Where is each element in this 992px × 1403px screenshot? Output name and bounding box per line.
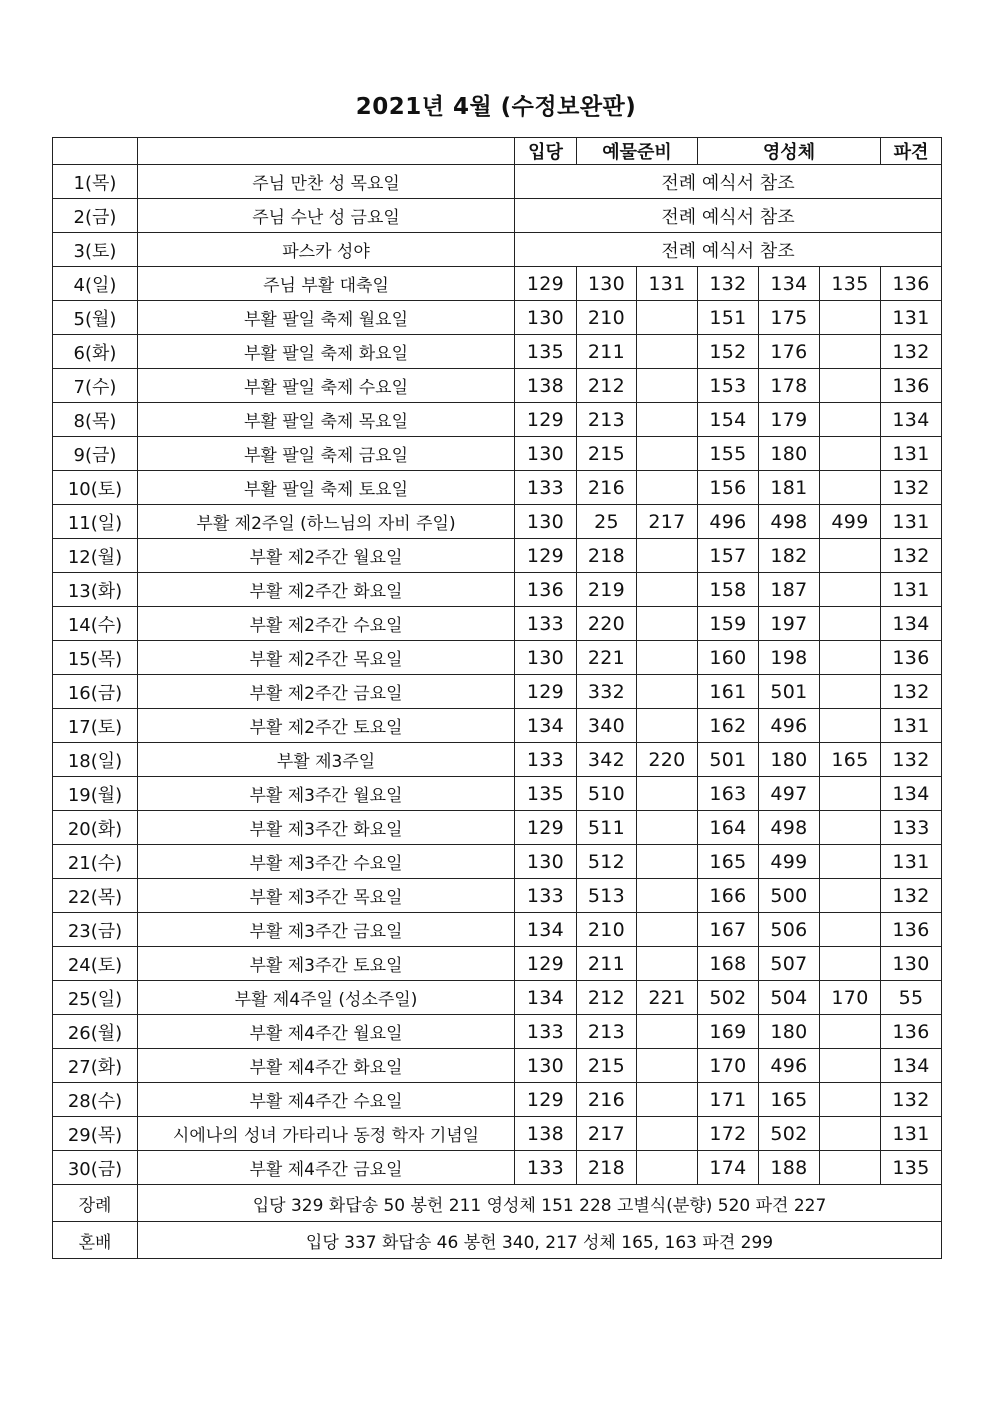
communion-cell-2: 187 xyxy=(759,573,820,607)
header-entrance: 입당 xyxy=(515,138,577,165)
communion-cell-1: 167 xyxy=(698,913,759,947)
offertory-cell-2 xyxy=(637,1151,698,1185)
recessional-cell: 136 xyxy=(881,267,942,301)
communion-cell-3 xyxy=(820,471,881,505)
footer-row xyxy=(53,1222,942,1259)
day-cell: 18(일) xyxy=(53,743,138,777)
entrance-cell: 129 xyxy=(515,1083,577,1117)
communion-cell-3 xyxy=(820,641,881,675)
liturgy-reference-cell: 전례 예식서 참조 xyxy=(515,199,942,233)
entrance-cell: 130 xyxy=(515,1049,577,1083)
offertory-cell-1: 340 xyxy=(577,709,637,743)
communion-cell-1: 161 xyxy=(698,675,759,709)
entrance-cell: 134 xyxy=(515,913,577,947)
communion-cell-3 xyxy=(820,1151,881,1185)
celebration-name-cell: 부활 제3주간 화요일 xyxy=(138,811,515,845)
table-row xyxy=(53,539,942,573)
celebration-name-cell: 부활 제4주간 수요일 xyxy=(138,1083,515,1117)
entrance-cell: 134 xyxy=(515,709,577,743)
day-cell: 4(일) xyxy=(53,267,138,301)
offertory-cell-2 xyxy=(637,471,698,505)
recessional-cell: 132 xyxy=(881,879,942,913)
day-cell: 13(화) xyxy=(53,573,138,607)
table-row xyxy=(53,675,942,709)
table-row xyxy=(53,437,942,471)
day-cell: 14(수) xyxy=(53,607,138,641)
communion-cell-2: 181 xyxy=(759,471,820,505)
offertory-cell-2 xyxy=(637,777,698,811)
communion-cell-1: 155 xyxy=(698,437,759,471)
communion-cell-3 xyxy=(820,709,881,743)
offertory-cell-1: 210 xyxy=(577,913,637,947)
footer-text-cell: 입당 337 화답송 46 봉헌 340, 217 성체 165, 163 파견 299 xyxy=(138,1222,942,1259)
communion-cell-3 xyxy=(820,845,881,879)
communion-cell-1: 163 xyxy=(698,777,759,811)
table-row xyxy=(53,1117,942,1151)
entrance-cell: 133 xyxy=(515,1015,577,1049)
entrance-cell: 129 xyxy=(515,947,577,981)
offertory-cell-2 xyxy=(637,811,698,845)
communion-cell-3 xyxy=(820,301,881,335)
communion-cell-3 xyxy=(820,607,881,641)
communion-cell-2: 500 xyxy=(759,879,820,913)
recessional-cell: 131 xyxy=(881,573,942,607)
communion-cell-3 xyxy=(820,403,881,437)
offertory-cell-1: 216 xyxy=(577,1083,637,1117)
offertory-cell-1: 211 xyxy=(577,335,637,369)
entrance-cell: 130 xyxy=(515,641,577,675)
communion-cell-3 xyxy=(820,573,881,607)
communion-cell-3 xyxy=(820,811,881,845)
recessional-cell: 136 xyxy=(881,1015,942,1049)
offertory-cell-1: 215 xyxy=(577,437,637,471)
offertory-cell-1: 211 xyxy=(577,947,637,981)
footer-text-cell: 입당 329 화답송 50 봉헌 211 영성체 151 228 고별식(분향) 520 파견 227 xyxy=(138,1185,942,1222)
communion-cell-3 xyxy=(820,913,881,947)
communion-cell-2: 498 xyxy=(759,505,820,539)
communion-cell-3 xyxy=(820,539,881,573)
footer-label-cell: 혼배 xyxy=(53,1222,138,1259)
header-offertory: 예물준비 xyxy=(577,138,698,165)
day-cell: 25(일) xyxy=(53,981,138,1015)
communion-cell-1: 174 xyxy=(698,1151,759,1185)
communion-cell-2: 499 xyxy=(759,845,820,879)
day-cell: 16(금) xyxy=(53,675,138,709)
day-cell: 11(일) xyxy=(53,505,138,539)
table-row xyxy=(53,879,942,913)
day-cell: 26(월) xyxy=(53,1015,138,1049)
offertory-cell-1: 332 xyxy=(577,675,637,709)
communion-cell-1: 165 xyxy=(698,845,759,879)
entrance-cell: 129 xyxy=(515,675,577,709)
table-row xyxy=(53,233,942,267)
offertory-cell-2 xyxy=(637,675,698,709)
entrance-cell: 129 xyxy=(515,539,577,573)
communion-cell-1: 502 xyxy=(698,981,759,1015)
offertory-cell-1: 212 xyxy=(577,369,637,403)
communion-cell-2: 507 xyxy=(759,947,820,981)
communion-cell-2: 198 xyxy=(759,641,820,675)
entrance-cell: 133 xyxy=(515,1151,577,1185)
communion-cell-1: 158 xyxy=(698,573,759,607)
table-row xyxy=(53,267,942,301)
offertory-cell-1: 210 xyxy=(577,301,637,335)
recessional-cell: 131 xyxy=(881,505,942,539)
communion-cell-3 xyxy=(820,1083,881,1117)
table-row xyxy=(53,199,942,233)
celebration-name-cell: 부활 제3주간 수요일 xyxy=(138,845,515,879)
hymn-schedule-table xyxy=(52,137,942,1259)
communion-cell-2: 179 xyxy=(759,403,820,437)
offertory-cell-2 xyxy=(637,947,698,981)
table-row xyxy=(53,1015,942,1049)
offertory-cell-1: 215 xyxy=(577,1049,637,1083)
entrance-cell: 133 xyxy=(515,879,577,913)
recessional-cell: 133 xyxy=(881,811,942,845)
day-cell: 6(화) xyxy=(53,335,138,369)
entrance-cell: 130 xyxy=(515,845,577,879)
offertory-cell-1: 512 xyxy=(577,845,637,879)
header-recessional: 파견 xyxy=(881,138,942,165)
communion-cell-2: 496 xyxy=(759,709,820,743)
offertory-cell-1: 213 xyxy=(577,403,637,437)
celebration-name-cell: 시에나의 성녀 가타리나 동정 학자 기념일 xyxy=(138,1117,515,1151)
day-cell: 5(월) xyxy=(53,301,138,335)
communion-cell-1: 168 xyxy=(698,947,759,981)
communion-cell-3: 165 xyxy=(820,743,881,777)
offertory-cell-2 xyxy=(637,1117,698,1151)
communion-cell-1: 496 xyxy=(698,505,759,539)
celebration-name-cell: 주님 수난 성 금요일 xyxy=(138,199,515,233)
communion-cell-2: 134 xyxy=(759,267,820,301)
header-name xyxy=(138,138,515,165)
recessional-cell: 132 xyxy=(881,1083,942,1117)
entrance-cell: 129 xyxy=(515,403,577,437)
table-row xyxy=(53,301,942,335)
offertory-cell-1: 342 xyxy=(577,743,637,777)
communion-cell-2: 175 xyxy=(759,301,820,335)
celebration-name-cell: 부활 제3주일 xyxy=(138,743,515,777)
communion-cell-2: 502 xyxy=(759,1117,820,1151)
communion-cell-3: 135 xyxy=(820,267,881,301)
communion-cell-3: 499 xyxy=(820,505,881,539)
day-cell: 9(금) xyxy=(53,437,138,471)
day-cell: 12(월) xyxy=(53,539,138,573)
celebration-name-cell: 부활 제2주간 토요일 xyxy=(138,709,515,743)
day-cell: 2(금) xyxy=(53,199,138,233)
celebration-name-cell: 부활 제3주간 목요일 xyxy=(138,879,515,913)
table-row xyxy=(53,845,942,879)
communion-cell-1: 501 xyxy=(698,743,759,777)
communion-cell-3 xyxy=(820,947,881,981)
table-footer xyxy=(53,1185,942,1259)
communion-cell-3 xyxy=(820,777,881,811)
communion-cell-2: 497 xyxy=(759,777,820,811)
footer-label-cell: 장례 xyxy=(53,1185,138,1222)
entrance-cell: 133 xyxy=(515,607,577,641)
offertory-cell-2 xyxy=(637,845,698,879)
table-row xyxy=(53,981,942,1015)
recessional-cell: 131 xyxy=(881,437,942,471)
entrance-cell: 133 xyxy=(515,471,577,505)
table-row xyxy=(53,607,942,641)
communion-cell-2: 180 xyxy=(759,437,820,471)
celebration-name-cell: 부활 팔일 축제 금요일 xyxy=(138,437,515,471)
celebration-name-cell: 부활 팔일 축제 월요일 xyxy=(138,301,515,335)
communion-cell-1: 164 xyxy=(698,811,759,845)
entrance-cell: 136 xyxy=(515,573,577,607)
communion-cell-2: 180 xyxy=(759,1015,820,1049)
table-row xyxy=(53,709,942,743)
communion-cell-3 xyxy=(820,369,881,403)
day-cell: 20(화) xyxy=(53,811,138,845)
recessional-cell: 132 xyxy=(881,743,942,777)
celebration-name-cell: 부활 제4주간 월요일 xyxy=(138,1015,515,1049)
day-cell: 22(목) xyxy=(53,879,138,913)
offertory-cell-2 xyxy=(637,879,698,913)
celebration-name-cell: 부활 제2주간 수요일 xyxy=(138,607,515,641)
communion-cell-3 xyxy=(820,1117,881,1151)
communion-cell-2: 496 xyxy=(759,1049,820,1083)
celebration-name-cell: 부활 팔일 축제 토요일 xyxy=(138,471,515,505)
recessional-cell: 134 xyxy=(881,403,942,437)
recessional-cell: 131 xyxy=(881,709,942,743)
offertory-cell-1: 25 xyxy=(577,505,637,539)
entrance-cell: 134 xyxy=(515,981,577,1015)
communion-cell-2: 498 xyxy=(759,811,820,845)
celebration-name-cell: 파스카 성야 xyxy=(138,233,515,267)
entrance-cell: 138 xyxy=(515,369,577,403)
offertory-cell-1: 213 xyxy=(577,1015,637,1049)
offertory-cell-2 xyxy=(637,1083,698,1117)
offertory-cell-1: 130 xyxy=(577,267,637,301)
offertory-cell-2 xyxy=(637,1015,698,1049)
communion-cell-3 xyxy=(820,437,881,471)
communion-cell-1: 160 xyxy=(698,641,759,675)
table-row xyxy=(53,1049,942,1083)
communion-cell-3 xyxy=(820,1049,881,1083)
entrance-cell: 135 xyxy=(515,777,577,811)
day-cell: 1(목) xyxy=(53,165,138,199)
offertory-cell-2 xyxy=(637,913,698,947)
communion-cell-2: 506 xyxy=(759,913,820,947)
offertory-cell-1: 220 xyxy=(577,607,637,641)
communion-cell-2: 188 xyxy=(759,1151,820,1185)
footer-row xyxy=(53,1185,942,1222)
day-cell: 29(목) xyxy=(53,1117,138,1151)
table-row xyxy=(53,1151,942,1185)
day-cell: 24(토) xyxy=(53,947,138,981)
day-cell: 7(수) xyxy=(53,369,138,403)
liturgy-reference-cell: 전례 예식서 참조 xyxy=(515,165,942,199)
communion-cell-3 xyxy=(820,879,881,913)
day-cell: 27(화) xyxy=(53,1049,138,1083)
offertory-cell-1: 218 xyxy=(577,1151,637,1185)
recessional-cell: 132 xyxy=(881,471,942,505)
recessional-cell: 132 xyxy=(881,539,942,573)
offertory-cell-1: 511 xyxy=(577,811,637,845)
communion-cell-1: 156 xyxy=(698,471,759,505)
communion-cell-1: 157 xyxy=(698,539,759,573)
offertory-cell-2 xyxy=(637,403,698,437)
communion-cell-3: 170 xyxy=(820,981,881,1015)
entrance-cell: 130 xyxy=(515,505,577,539)
recessional-cell: 130 xyxy=(881,947,942,981)
recessional-cell: 136 xyxy=(881,913,942,947)
offertory-cell-1: 221 xyxy=(577,641,637,675)
offertory-cell-2 xyxy=(637,709,698,743)
day-cell: 19(월) xyxy=(53,777,138,811)
offertory-cell-2 xyxy=(637,335,698,369)
table-row xyxy=(53,743,942,777)
table-row xyxy=(53,471,942,505)
recessional-cell: 136 xyxy=(881,369,942,403)
table-row xyxy=(53,1083,942,1117)
day-cell: 3(토) xyxy=(53,233,138,267)
communion-cell-1: 162 xyxy=(698,709,759,743)
table-row xyxy=(53,777,942,811)
celebration-name-cell: 부활 제3주간 토요일 xyxy=(138,947,515,981)
entrance-cell: 133 xyxy=(515,743,577,777)
page-title: 2021년 4월 (수정보완판) xyxy=(355,94,637,120)
communion-cell-2: 165 xyxy=(759,1083,820,1117)
communion-cell-1: 171 xyxy=(698,1083,759,1117)
communion-cell-3 xyxy=(820,675,881,709)
celebration-name-cell: 부활 제3주간 금요일 xyxy=(138,913,515,947)
recessional-cell: 131 xyxy=(881,845,942,879)
celebration-name-cell: 부활 제4주간 화요일 xyxy=(138,1049,515,1083)
communion-cell-1: 170 xyxy=(698,1049,759,1083)
day-cell: 10(토) xyxy=(53,471,138,505)
offertory-cell-2: 221 xyxy=(637,981,698,1015)
celebration-name-cell: 주님 만찬 성 목요일 xyxy=(138,165,515,199)
communion-cell-1: 169 xyxy=(698,1015,759,1049)
day-cell: 30(금) xyxy=(53,1151,138,1185)
header-communion: 영성체 xyxy=(698,138,881,165)
day-cell: 8(목) xyxy=(53,403,138,437)
liturgy-reference-cell: 전례 예식서 참조 xyxy=(515,233,942,267)
celebration-name-cell: 부활 제4주일 (성소주일) xyxy=(138,981,515,1015)
entrance-cell: 130 xyxy=(515,301,577,335)
celebration-name-cell: 주님 부활 대축일 xyxy=(138,267,515,301)
offertory-cell-2 xyxy=(637,641,698,675)
offertory-cell-2 xyxy=(637,539,698,573)
recessional-cell: 131 xyxy=(881,1117,942,1151)
communion-cell-1: 172 xyxy=(698,1117,759,1151)
day-cell: 15(목) xyxy=(53,641,138,675)
header-day xyxy=(53,138,138,165)
offertory-cell-1: 218 xyxy=(577,539,637,573)
offertory-cell-2: 131 xyxy=(637,267,698,301)
table-row xyxy=(53,505,942,539)
communion-cell-2: 197 xyxy=(759,607,820,641)
communion-cell-3 xyxy=(820,335,881,369)
communion-cell-1: 166 xyxy=(698,879,759,913)
table-row xyxy=(53,403,942,437)
offertory-cell-2 xyxy=(637,1049,698,1083)
communion-cell-1: 159 xyxy=(698,607,759,641)
celebration-name-cell: 부활 제2주간 금요일 xyxy=(138,675,515,709)
communion-cell-2: 182 xyxy=(759,539,820,573)
communion-cell-1: 152 xyxy=(698,335,759,369)
recessional-cell: 136 xyxy=(881,641,942,675)
offertory-cell-2: 217 xyxy=(637,505,698,539)
communion-cell-2: 178 xyxy=(759,369,820,403)
celebration-name-cell: 부활 제3주간 월요일 xyxy=(138,777,515,811)
celebration-name-cell: 부활 팔일 축제 목요일 xyxy=(138,403,515,437)
celebration-name-cell: 부활 제2주간 목요일 xyxy=(138,641,515,675)
offertory-cell-2 xyxy=(637,573,698,607)
recessional-cell: 134 xyxy=(881,1049,942,1083)
recessional-cell: 134 xyxy=(881,777,942,811)
recessional-cell: 55 xyxy=(881,981,942,1015)
day-cell: 17(토) xyxy=(53,709,138,743)
offertory-cell-1: 219 xyxy=(577,573,637,607)
table-row xyxy=(53,811,942,845)
entrance-cell: 129 xyxy=(515,811,577,845)
offertory-cell-2 xyxy=(637,301,698,335)
table-body xyxy=(53,165,942,1185)
communion-cell-2: 180 xyxy=(759,743,820,777)
celebration-name-cell: 부활 제2주간 월요일 xyxy=(138,539,515,573)
offertory-cell-1: 510 xyxy=(577,777,637,811)
offertory-cell-2: 220 xyxy=(637,743,698,777)
communion-cell-2: 504 xyxy=(759,981,820,1015)
celebration-name-cell: 부활 제4주간 금요일 xyxy=(138,1151,515,1185)
offertory-cell-1: 216 xyxy=(577,471,637,505)
offertory-cell-2 xyxy=(637,369,698,403)
entrance-cell: 130 xyxy=(515,437,577,471)
celebration-name-cell: 부활 팔일 축제 화요일 xyxy=(138,335,515,369)
entrance-cell: 129 xyxy=(515,267,577,301)
offertory-cell-1: 217 xyxy=(577,1117,637,1151)
communion-cell-3 xyxy=(820,1015,881,1049)
table-row xyxy=(53,913,942,947)
entrance-cell: 135 xyxy=(515,335,577,369)
recessional-cell: 135 xyxy=(881,1151,942,1185)
celebration-name-cell: 부활 제2주간 화요일 xyxy=(138,573,515,607)
entrance-cell: 138 xyxy=(515,1117,577,1151)
celebration-name-cell: 부활 제2주일 (하느님의 자비 주일) xyxy=(138,505,515,539)
day-cell: 21(수) xyxy=(53,845,138,879)
communion-cell-2: 176 xyxy=(759,335,820,369)
table-header-row xyxy=(53,138,942,165)
communion-cell-2: 501 xyxy=(759,675,820,709)
table-row xyxy=(53,165,942,199)
day-cell: 23(금) xyxy=(53,913,138,947)
communion-cell-1: 132 xyxy=(698,267,759,301)
communion-cell-1: 153 xyxy=(698,369,759,403)
offertory-cell-1: 513 xyxy=(577,879,637,913)
table-row xyxy=(53,369,942,403)
recessional-cell: 132 xyxy=(881,335,942,369)
offertory-cell-2 xyxy=(637,607,698,641)
recessional-cell: 132 xyxy=(881,675,942,709)
table-row xyxy=(53,641,942,675)
recessional-cell: 131 xyxy=(881,301,942,335)
offertory-cell-1: 212 xyxy=(577,981,637,1015)
day-cell: 28(수) xyxy=(53,1083,138,1117)
table-row xyxy=(53,573,942,607)
recessional-cell: 134 xyxy=(881,607,942,641)
table-row xyxy=(53,947,942,981)
communion-cell-1: 151 xyxy=(698,301,759,335)
celebration-name-cell: 부활 팔일 축제 수요일 xyxy=(138,369,515,403)
offertory-cell-2 xyxy=(637,437,698,471)
table-row xyxy=(53,335,942,369)
communion-cell-1: 154 xyxy=(698,403,759,437)
